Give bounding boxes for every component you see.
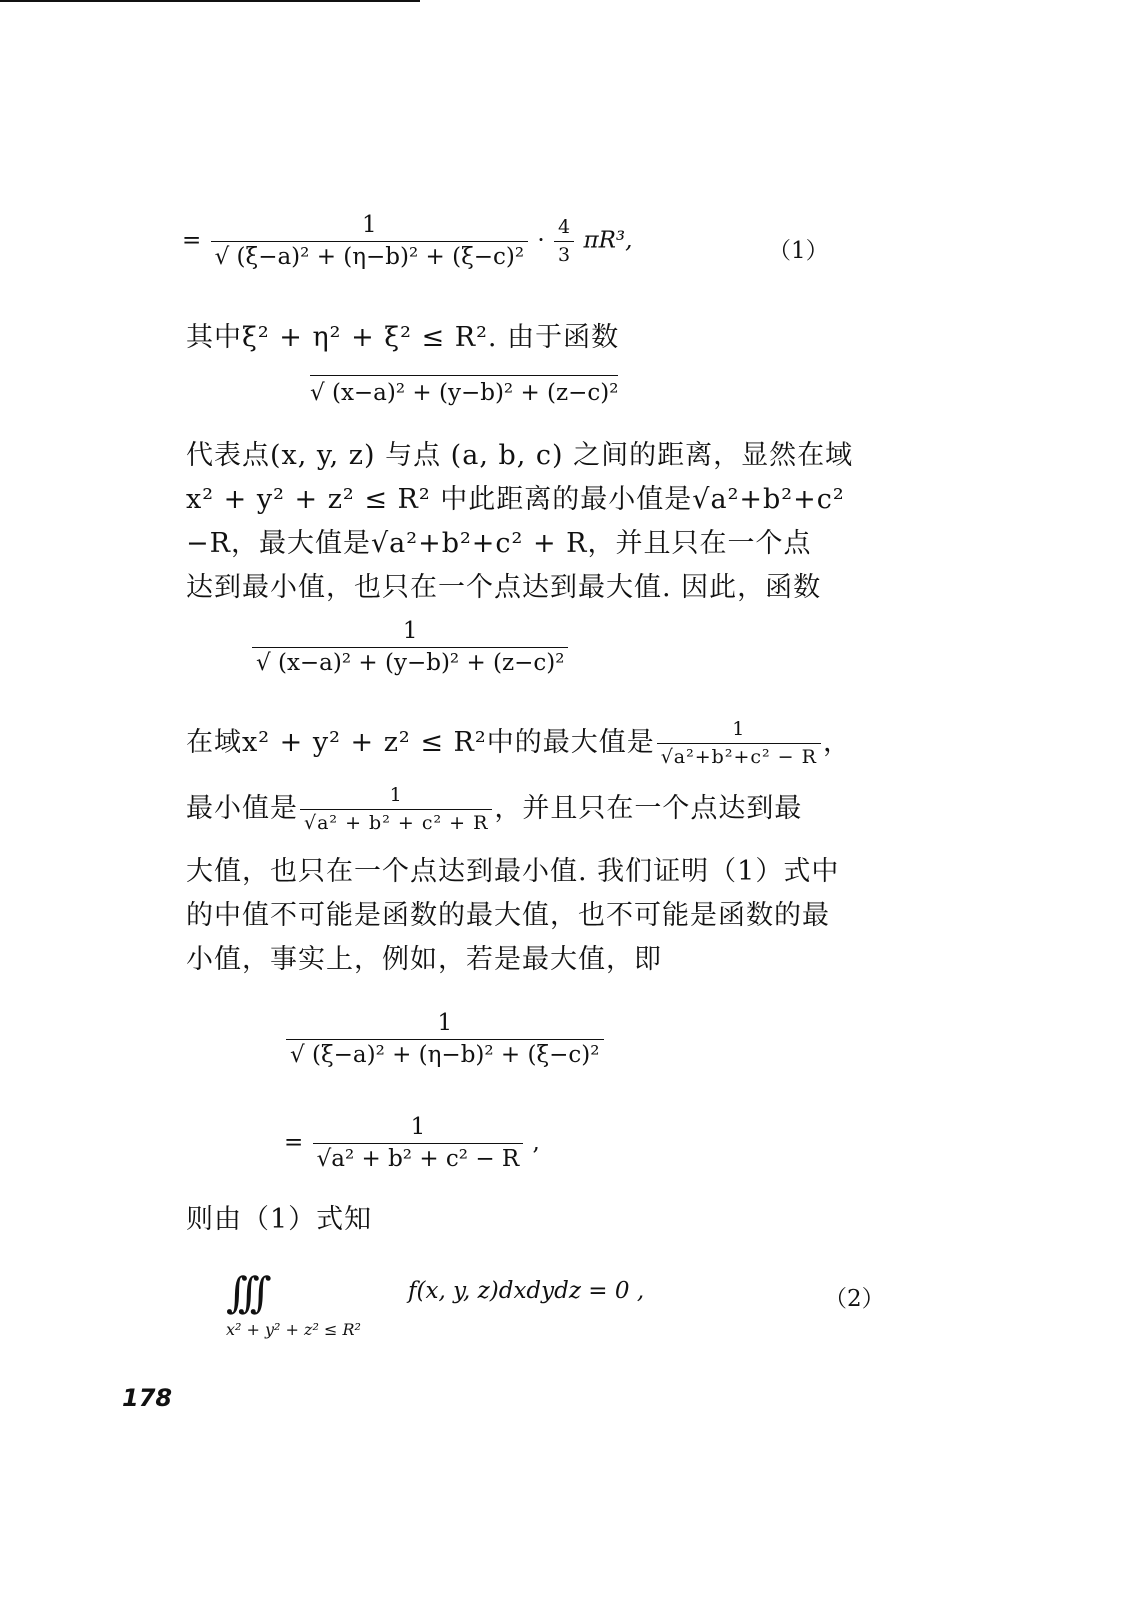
min-value-denominator: √a² + b² + c² + R bbox=[304, 812, 489, 834]
text-line: 达到最小值，也只在一个点达到最大值. 因此，函数 bbox=[186, 572, 822, 603]
text-segment: ， bbox=[822, 727, 851, 758]
paragraph-4 bbox=[186, 850, 916, 982]
text-line: x² + y² + z² ≤ R² 中此距离的最小值是√a²+b²+c² bbox=[186, 484, 845, 515]
top-rule bbox=[0, 0, 420, 2]
text-segment: 最小值是 bbox=[186, 793, 298, 824]
equation-2 bbox=[408, 1280, 644, 1303]
max-lhs-fraction bbox=[286, 1012, 604, 1067]
text-segment: 在域x² + y² + z² ≤ R²中的最大值是 bbox=[186, 727, 655, 758]
paragraph-3 bbox=[186, 710, 916, 842]
reciprocal-fraction bbox=[252, 620, 568, 675]
integral-domain: x² + y² + z² ≤ R² bbox=[226, 1320, 361, 1339]
max-rhs-fraction bbox=[313, 1116, 524, 1171]
reciprocal-numerator: 1 bbox=[252, 620, 568, 648]
min-value-fraction bbox=[300, 786, 492, 833]
text-line: 则由（1）式知 bbox=[186, 1204, 373, 1235]
equation-reciprocal bbox=[250, 620, 570, 675]
eq1-tail: πR³, bbox=[583, 227, 633, 254]
max-value-fraction bbox=[657, 720, 821, 767]
max-value-numerator: 1 bbox=[657, 720, 821, 744]
max-value-denominator: √a²+b²+c² − R bbox=[660, 746, 817, 768]
eq1-numerator: 1 bbox=[211, 214, 529, 242]
eq1-factor bbox=[554, 218, 574, 265]
triple-integral-sign: ∫∫∫ bbox=[226, 1268, 262, 1317]
text-line-with-fraction bbox=[186, 710, 916, 776]
paragraph-5 bbox=[186, 1198, 916, 1242]
equation-max-lhs bbox=[284, 1012, 606, 1067]
max-rhs-denominator: √a² + b² + c² − R bbox=[316, 1146, 520, 1172]
eq1-denominator: √ (ξ−a)² + (η−b)² + (ξ−c)² bbox=[214, 244, 525, 270]
equation-1 bbox=[182, 214, 632, 269]
text-line-with-fraction bbox=[186, 776, 916, 842]
distance-expression: √ (x−a)² + (y−b)² + (z−c)² bbox=[310, 375, 618, 406]
text-line: −R，最大值是√a²+b²+c² + R，并且只在一个点 bbox=[186, 528, 812, 559]
text-line: 代表点(x, y, z) 与点 (a, b, c) 之间的距离，显然在域 bbox=[186, 440, 854, 471]
eq1-factor-den: 3 bbox=[558, 244, 571, 266]
eq2-tag: （2） bbox=[824, 1286, 885, 1312]
eq1-lead: = bbox=[182, 227, 202, 254]
page-number: 178 bbox=[122, 1384, 173, 1412]
text-segment: ，并且只在一个点达到最 bbox=[494, 793, 803, 824]
equation-distance bbox=[310, 382, 618, 405]
eq1-dot: · bbox=[537, 227, 545, 254]
eq1-factor-num: 4 bbox=[554, 218, 574, 242]
max-tail: , bbox=[532, 1129, 540, 1156]
equation-max-rhs bbox=[284, 1116, 540, 1171]
eq1-tag: （1） bbox=[768, 238, 829, 264]
paragraph-1 bbox=[186, 316, 916, 360]
paragraph-2 bbox=[186, 434, 916, 610]
max-lhs-denominator: √ (ξ−a)² + (η−b)² + (ξ−c)² bbox=[290, 1042, 600, 1068]
max-lhs-numerator: 1 bbox=[286, 1012, 604, 1040]
reciprocal-denominator: √ (x−a)² + (y−b)² + (z−c)² bbox=[256, 650, 565, 676]
max-rhs-numerator: 1 bbox=[313, 1116, 524, 1144]
text-line: 大值，也只在一个点达到最小值. 我们证明（1）式中 bbox=[186, 856, 840, 887]
eq1-fraction bbox=[211, 214, 529, 269]
eq2-body: f(x, y, z)dxdydz = 0 , bbox=[408, 1278, 645, 1304]
text-line: 其中ξ² + η² + ξ² ≤ R². 由于函数 bbox=[186, 322, 620, 353]
min-value-numerator: 1 bbox=[300, 786, 492, 810]
text-line: 的中值不可能是函数的最大值，也不可能是函数的最 bbox=[186, 900, 830, 931]
max-equals-sign: = bbox=[284, 1129, 304, 1156]
text-line: 小值，事实上，例如，若是最大值，即 bbox=[186, 944, 662, 975]
